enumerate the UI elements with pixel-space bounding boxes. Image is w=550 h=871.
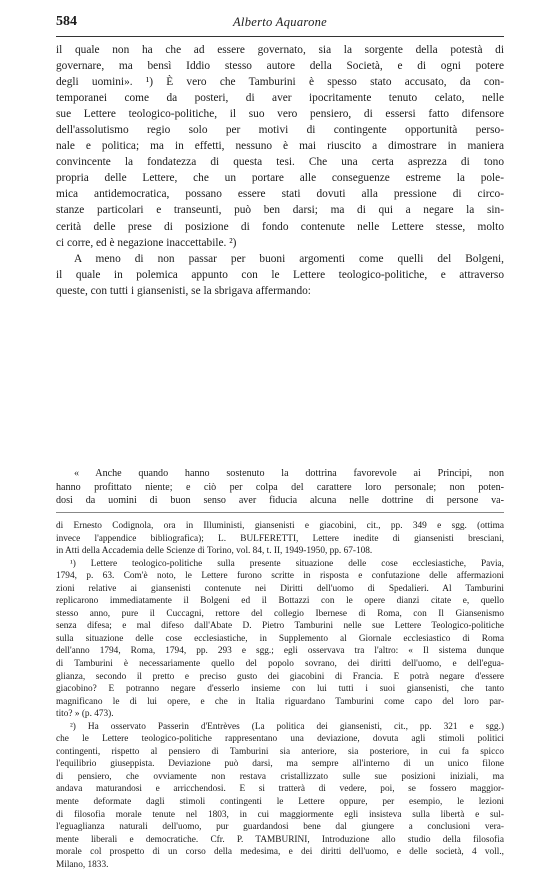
quote-line: dosi da uomini di buon senso aver fiducia alcuna nelle dottrine di persone va-: [56, 495, 504, 507]
footnote-line: invece l'appendice bibliografica); L. BULFERETTI, Lettere inedite di giansenisti bresciani,: [56, 533, 504, 544]
page-header: [56, 14, 504, 34]
main-text: [56, 42, 504, 299]
footnote-line: di filosofia morale tenute nel 1803, in cui maggiormente egli insisteva sulla libertà e sul-: [56, 809, 504, 820]
page-number: 584: [56, 14, 77, 29]
footnote-line: ²) Ha osservato Passerin d'Entrèves (La politica dei giansenisti, cit., pp. 321 e sgg.): [70, 721, 504, 732]
footnote-line: glianza, secondo il pretto e preciso gusto dei giacobini di Francia. E potrà negare d'essere: [56, 671, 504, 682]
footnote-line: mente deformate dagli stimoli contingenti le Lettere oppure, per esempio, le lezioni: [56, 797, 504, 808]
body-line: A meno di non passar per buoni argomenti come quelli del Bolgeni,: [74, 252, 504, 265]
footnote-line: ¹) Lettere teologico-politiche sulla presente situazione delle cose ecclesiastiche, Pavia,: [70, 558, 504, 569]
body-line: convincente la fondatezza di questa tesi. Che una certa asprezza di tono: [56, 156, 504, 169]
body-line: propria delle Lettere, che un portare alle conseguenze estreme la pole-: [56, 172, 504, 185]
footnote-line: stesso anno, pure il Cuccagni, rettore del collegio Ibernese di Roma, con Il Giansenismo: [56, 608, 504, 619]
header-rule: [56, 36, 504, 37]
footnote-line: zioni relative ai giansenisti contenute nei Diritti dell'uomo di Spedalieri. Al Tamburini: [56, 583, 504, 594]
footnote-line: giacobino? E potranno negare d'esserlo insieme con lui tutti i suoi giansenisti, che tanto: [56, 684, 504, 695]
body-line: ci corre, ed è negazione inaccettabile. ²): [56, 236, 237, 249]
body-line: stanze particolari e transeunti, può ben darsi; ma di qui a negare la sin-: [56, 204, 504, 217]
footnote-line: che le Lettere teologico-politiche rappresentano una deviazione, dovuta agli stimoli politici: [56, 734, 504, 745]
body-line: queste, con tutti i giansenisti, se la sbrigava affermando:: [56, 284, 311, 297]
quote-line: hanno profittato niente; e ciò per colpa del carattere loro personale; non poten-: [56, 481, 504, 493]
footnote-line: replicarono immediatamente il Bolgeni ed il Bottazzi con le opere dianzi citate e, quello: [56, 596, 504, 607]
footnote-line: in Atti della Accademia delle Scienze di Torino, vol. 84, t. II, 1949-1950, pp. 67-108.: [56, 546, 373, 557]
running-title: Alberto Aquarone: [232, 15, 328, 29]
footnotes: [56, 520, 504, 871]
body-line: sue Lettere teologico-politiche, il suo vero pensiero, di essersi fatto difensore: [56, 108, 504, 121]
footnote-line: l'eguaglianza naturali dell'uomo, pur guardandosi bene dal giungere a conclusioni vera-: [56, 822, 504, 833]
footnote-line: magnificano le di lui opere, e che in Italia riguardano Tamburini come capo del loro par-: [56, 696, 504, 707]
body-line: dell'assolutismo regio solo per motivi di contingente opportunità perso-: [56, 124, 504, 137]
body-line: mica antidemocratica, possano essere stati dovuti alla pressione di circo-: [56, 188, 504, 201]
footnote-line: dell'anno 1794, Roma, 1794, pp. 293 e sgg.; egli osservava tra l'altro: « Il sistema dunque: [56, 646, 504, 657]
body-line: il quale in polemica appunto con le Lettere teologico-politiche, e attraverso: [56, 268, 504, 281]
footnote-line: senza difesa; e mal difeso dall'Abate D. Pietro Tamburini nelle sue Lettere Teologico-politiche: [56, 621, 504, 632]
footnote-line: di Ernesto Codignola, ora in Illuministi, giansenisti e giacobini, cit., pp. 349 e sgg. (ottima: [56, 521, 504, 531]
body-line: governare, ma bensì Iddio stesso autore della Società, e di ogni potere: [56, 60, 504, 73]
footnote-line: l'equilibrio giuseppista. Deviazione può darsi, ma sempre all'interno di un unico filone: [56, 759, 504, 770]
body-line: temporanei come da posteri, di aver ipocritamente tenuto celato, nelle: [56, 92, 504, 105]
footnote-line: tito? » (p. 473).: [56, 709, 114, 720]
body-line: cerità delle prese di posizione di fondo contenute nelle Lettere stesse, molto: [56, 220, 504, 233]
footnote-line: morale col prospetto di un corso della medesima, e dei diritti dell'uomo, e delle società, 4 voll.,: [56, 847, 504, 858]
block-quote: [56, 467, 504, 508]
footnote-separator: [56, 512, 504, 513]
footnote-line: di Tamburini è necessariamente quello del popolo sovrano, dei diritti dell'uomo, e dell'egua-: [56, 659, 504, 670]
footnote-line: sulla situazione delle cose ecclesiastiche, in Supplemento al Giornale ecclesiastico di Roma: [56, 633, 504, 644]
footnote-line: andava maturandosi e arricchendosi. E si tratterà di vedere, poi, se fossero maggior-: [56, 784, 504, 795]
footnote-line: mente liberali e democratiche. Cfr. P. TAMBURINI, Introduzione allo studio della filosofia: [56, 834, 504, 845]
footnote-line: Milano, 1833.: [56, 859, 109, 870]
footnote-line: 1794, p. 63. Com'è noto, le Lettere furono scritte in risposta e confutazione delle affermazioni: [56, 571, 504, 582]
quote-line: « Anche quando hanno sostenuto la dottrina favorevole ai Principi, non: [74, 468, 504, 479]
footnote-line: contingenti, rispetto al pensiero di Tamburini sia anteriore, sia posteriore, in cui fa spicco: [56, 746, 504, 757]
body-line: degli uomini». ¹) È vero che Tamburini è spesso stato accusato, da con-: [56, 76, 504, 89]
body-line: il quale non ha che ad essere governato, sia la sorgente della potestà di: [56, 44, 504, 56]
footnote-line: di pensiero, che ovviamente non restava cristallizzato sulle sue posizioni iniziali, ma: [56, 771, 504, 782]
body-line: nale e politica; ma in effetti, nessuno è mai riuscito a dimostrare in maniera: [56, 140, 504, 153]
